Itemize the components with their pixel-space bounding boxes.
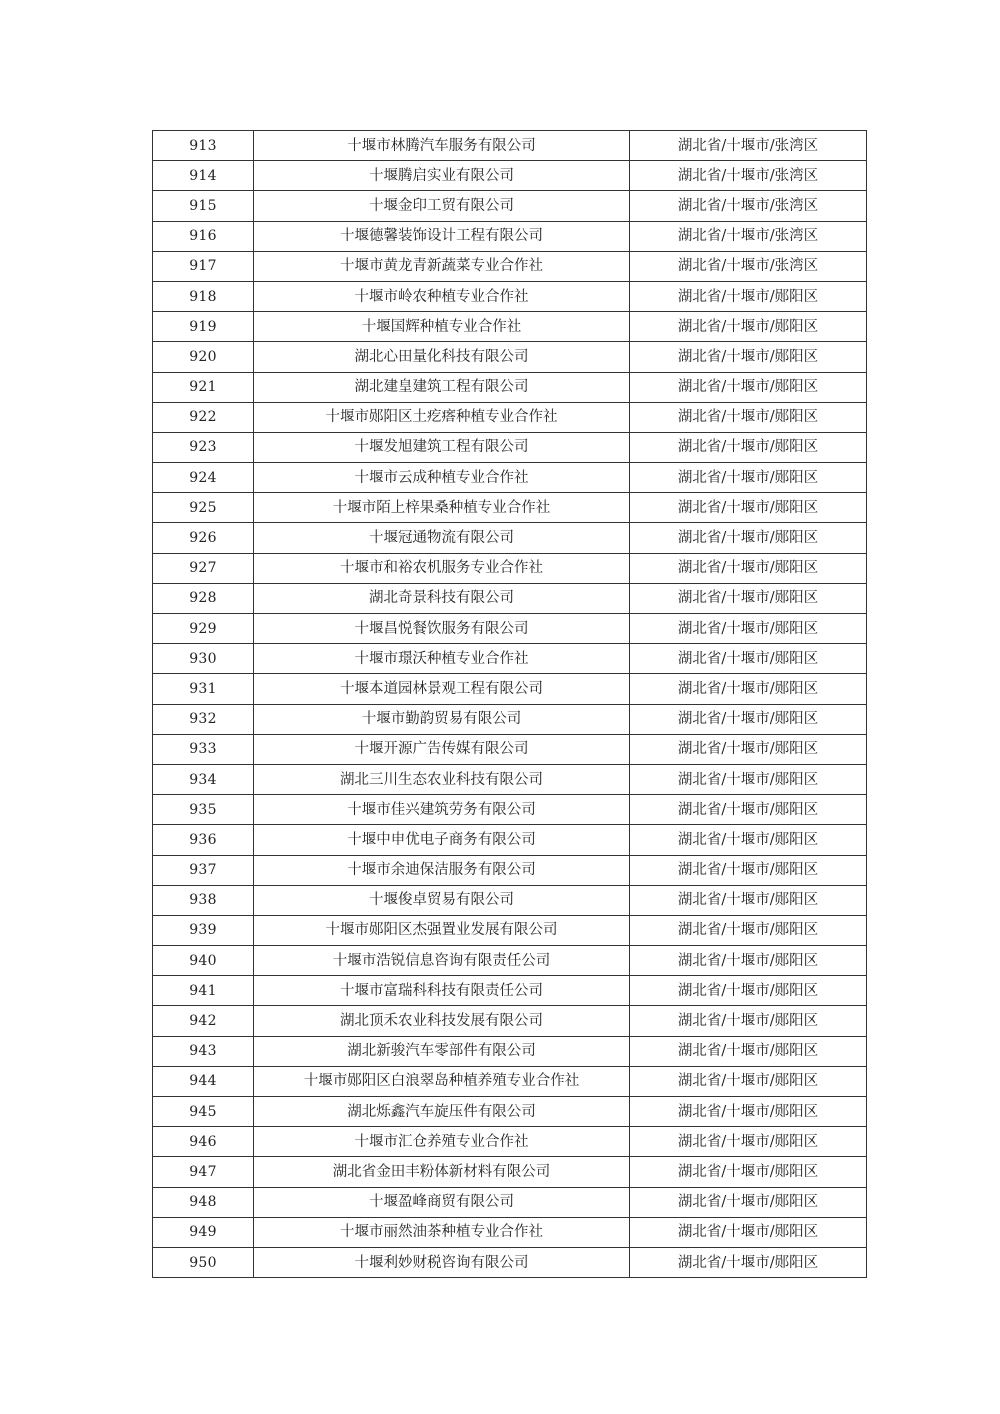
region-cell: 湖北省/十堰市/郧阳区	[630, 583, 867, 613]
company-name-cell: 十堰市丽然油茶种植专业合作社	[254, 1217, 630, 1247]
row-number-cell: 924	[153, 463, 254, 493]
region-cell: 湖北省/十堰市/郧阳区	[630, 885, 867, 915]
region-cell: 湖北省/十堰市/郧阳区	[630, 855, 867, 885]
region-cell: 湖北省/十堰市/郧阳区	[630, 372, 867, 402]
company-name-cell: 十堰市余迪保洁服务有限公司	[254, 855, 630, 885]
region-cell: 湖北省/十堰市/郧阳区	[630, 1006, 867, 1036]
row-number-cell: 914	[153, 161, 254, 191]
table-row	[153, 553, 867, 583]
company-list-table	[152, 130, 867, 1278]
table-row	[153, 915, 867, 945]
table-row	[153, 161, 867, 191]
row-number-cell: 931	[153, 674, 254, 704]
table-row	[153, 463, 867, 493]
row-number-cell: 927	[153, 553, 254, 583]
table-row	[153, 885, 867, 915]
region-cell: 湖北省/十堰市/郧阳区	[630, 342, 867, 372]
company-name-cell: 十堰市璟沃种植专业合作社	[254, 644, 630, 674]
table-body	[153, 131, 867, 1278]
row-number-cell: 934	[153, 764, 254, 794]
region-cell: 湖北省/十堰市/张湾区	[630, 221, 867, 251]
row-number-cell: 937	[153, 855, 254, 885]
table-row	[153, 1006, 867, 1036]
company-name-cell: 十堰冠通物流有限公司	[254, 523, 630, 553]
company-name-cell: 十堰本道园林景观工程有限公司	[254, 674, 630, 704]
table-row	[153, 191, 867, 221]
company-name-cell: 十堰利妙财税咨询有限公司	[254, 1247, 630, 1277]
row-number-cell: 926	[153, 523, 254, 553]
company-name-cell: 湖北烁鑫汽车旋压件有限公司	[254, 1097, 630, 1127]
region-cell: 湖北省/十堰市/郧阳区	[630, 946, 867, 976]
company-name-cell: 十堰市林腾汽车服务有限公司	[254, 131, 630, 161]
company-name-cell: 十堰昌悦餐饮服务有限公司	[254, 614, 630, 644]
row-number-cell: 923	[153, 432, 254, 462]
company-name-cell: 十堰市郧阳区杰强置业发展有限公司	[254, 915, 630, 945]
table-row	[153, 342, 867, 372]
row-number-cell: 946	[153, 1127, 254, 1157]
table-row	[153, 1036, 867, 1066]
row-number-cell: 928	[153, 583, 254, 613]
company-name-cell: 十堰腾启实业有限公司	[254, 161, 630, 191]
company-name-cell: 十堰中申优电子商务有限公司	[254, 825, 630, 855]
region-cell: 湖北省/十堰市/郧阳区	[630, 523, 867, 553]
row-number-cell: 942	[153, 1006, 254, 1036]
row-number-cell: 950	[153, 1247, 254, 1277]
table-row	[153, 493, 867, 523]
company-name-cell: 十堰市富瑞科科技有限责任公司	[254, 976, 630, 1006]
table-row	[153, 1066, 867, 1096]
table-row	[153, 1157, 867, 1187]
row-number-cell: 916	[153, 221, 254, 251]
row-number-cell: 944	[153, 1066, 254, 1096]
company-name-cell: 十堰俊卓贸易有限公司	[254, 885, 630, 915]
row-number-cell: 938	[153, 885, 254, 915]
row-number-cell: 919	[153, 312, 254, 342]
company-name-cell: 十堰市陌上梓果桑种植专业合作社	[254, 493, 630, 523]
region-cell: 湖北省/十堰市/张湾区	[630, 131, 867, 161]
table-row	[153, 221, 867, 251]
region-cell: 湖北省/十堰市/郧阳区	[630, 674, 867, 704]
table-row	[153, 946, 867, 976]
company-name-cell: 十堰市岭农种植专业合作社	[254, 281, 630, 311]
company-name-cell: 十堰市云成种植专业合作社	[254, 463, 630, 493]
row-number-cell: 918	[153, 281, 254, 311]
company-name-cell: 十堰金印工贸有限公司	[254, 191, 630, 221]
region-cell: 湖北省/十堰市/郧阳区	[630, 281, 867, 311]
company-name-cell: 十堰发旭建筑工程有限公司	[254, 432, 630, 462]
region-cell: 湖北省/十堰市/郧阳区	[630, 976, 867, 1006]
company-name-cell: 十堰市郧阳区土疙瘩种植专业合作社	[254, 402, 630, 432]
region-cell: 湖北省/十堰市/郧阳区	[630, 704, 867, 734]
company-name-cell: 湖北建皇建筑工程有限公司	[254, 372, 630, 402]
row-number-cell: 933	[153, 734, 254, 764]
table-row	[153, 704, 867, 734]
region-cell: 湖北省/十堰市/郧阳区	[630, 1247, 867, 1277]
region-cell: 湖北省/十堰市/张湾区	[630, 251, 867, 281]
row-number-cell: 922	[153, 402, 254, 432]
region-cell: 湖北省/十堰市/郧阳区	[630, 1217, 867, 1247]
table-row	[153, 1187, 867, 1217]
table-row	[153, 1217, 867, 1247]
region-cell: 湖北省/十堰市/郧阳区	[630, 1187, 867, 1217]
table-row	[153, 644, 867, 674]
company-name-cell: 十堰德馨装饰设计工程有限公司	[254, 221, 630, 251]
region-cell: 湖北省/十堰市/郧阳区	[630, 432, 867, 462]
table-row	[153, 251, 867, 281]
row-number-cell: 932	[153, 704, 254, 734]
table-row	[153, 1097, 867, 1127]
region-cell: 湖北省/十堰市/郧阳区	[630, 1066, 867, 1096]
company-name-cell: 十堰国辉种植专业合作社	[254, 312, 630, 342]
table-row	[153, 764, 867, 794]
table-row	[153, 855, 867, 885]
company-name-cell: 湖北新骏汽车零部件有限公司	[254, 1036, 630, 1066]
region-cell: 湖北省/十堰市/郧阳区	[630, 915, 867, 945]
region-cell: 湖北省/十堰市/郧阳区	[630, 1036, 867, 1066]
region-cell: 湖北省/十堰市/郧阳区	[630, 553, 867, 583]
company-name-cell: 十堰开源广告传媒有限公司	[254, 734, 630, 764]
region-cell: 湖北省/十堰市/郧阳区	[630, 402, 867, 432]
row-number-cell: 935	[153, 795, 254, 825]
region-cell: 湖北省/十堰市/郧阳区	[630, 1157, 867, 1187]
row-number-cell: 925	[153, 493, 254, 523]
row-number-cell: 939	[153, 915, 254, 945]
row-number-cell: 929	[153, 614, 254, 644]
table-row	[153, 432, 867, 462]
row-number-cell: 940	[153, 946, 254, 976]
company-name-cell: 湖北三川生态农业科技有限公司	[254, 764, 630, 794]
region-cell: 湖北省/十堰市/郧阳区	[630, 644, 867, 674]
company-name-cell: 十堰市佳兴建筑劳务有限公司	[254, 795, 630, 825]
table-row	[153, 131, 867, 161]
region-cell: 湖北省/十堰市/张湾区	[630, 161, 867, 191]
table-row	[153, 281, 867, 311]
company-name-cell: 湖北省金田丰粉体新材料有限公司	[254, 1157, 630, 1187]
table-row	[153, 795, 867, 825]
row-number-cell: 921	[153, 372, 254, 402]
table-row	[153, 614, 867, 644]
company-name-cell: 十堰市郧阳区白浪翠岛种植养殖专业合作社	[254, 1066, 630, 1096]
table-row	[153, 734, 867, 764]
row-number-cell: 943	[153, 1036, 254, 1066]
region-cell: 湖北省/十堰市/郧阳区	[630, 1127, 867, 1157]
company-name-cell: 湖北心田量化科技有限公司	[254, 342, 630, 372]
region-cell: 湖北省/十堰市/郧阳区	[630, 764, 867, 794]
row-number-cell: 945	[153, 1097, 254, 1127]
row-number-cell: 920	[153, 342, 254, 372]
table-row	[153, 583, 867, 613]
region-cell: 湖北省/十堰市/郧阳区	[630, 463, 867, 493]
region-cell: 湖北省/十堰市/郧阳区	[630, 614, 867, 644]
company-name-cell: 十堰盈峰商贸有限公司	[254, 1187, 630, 1217]
company-name-cell: 湖北顶禾农业科技发展有限公司	[254, 1006, 630, 1036]
region-cell: 湖北省/十堰市/郧阳区	[630, 795, 867, 825]
company-name-cell: 十堰市黄龙青新蔬菜专业合作社	[254, 251, 630, 281]
table-row	[153, 674, 867, 704]
table-row	[153, 976, 867, 1006]
row-number-cell: 913	[153, 131, 254, 161]
region-cell: 湖北省/十堰市/郧阳区	[630, 493, 867, 523]
row-number-cell: 948	[153, 1187, 254, 1217]
table-row	[153, 312, 867, 342]
region-cell: 湖北省/十堰市/郧阳区	[630, 1097, 867, 1127]
row-number-cell: 947	[153, 1157, 254, 1187]
row-number-cell: 936	[153, 825, 254, 855]
row-number-cell: 917	[153, 251, 254, 281]
row-number-cell: 941	[153, 976, 254, 1006]
company-name-cell: 十堰市和裕农机服务专业合作社	[254, 553, 630, 583]
table-row	[153, 523, 867, 553]
row-number-cell: 915	[153, 191, 254, 221]
region-cell: 湖北省/十堰市/郧阳区	[630, 734, 867, 764]
company-name-cell: 十堰市勤韵贸易有限公司	[254, 704, 630, 734]
table-row	[153, 372, 867, 402]
company-name-cell: 湖北奇景科技有限公司	[254, 583, 630, 613]
table-row	[153, 825, 867, 855]
row-number-cell: 949	[153, 1217, 254, 1247]
region-cell: 湖北省/十堰市/郧阳区	[630, 312, 867, 342]
table-row	[153, 1247, 867, 1277]
table-row	[153, 1127, 867, 1157]
company-name-cell: 十堰市汇仓养殖专业合作社	[254, 1127, 630, 1157]
row-number-cell: 930	[153, 644, 254, 674]
region-cell: 湖北省/十堰市/郧阳区	[630, 825, 867, 855]
company-name-cell: 十堰市浩锐信息咨询有限责任公司	[254, 946, 630, 976]
table-row	[153, 402, 867, 432]
region-cell: 湖北省/十堰市/张湾区	[630, 191, 867, 221]
